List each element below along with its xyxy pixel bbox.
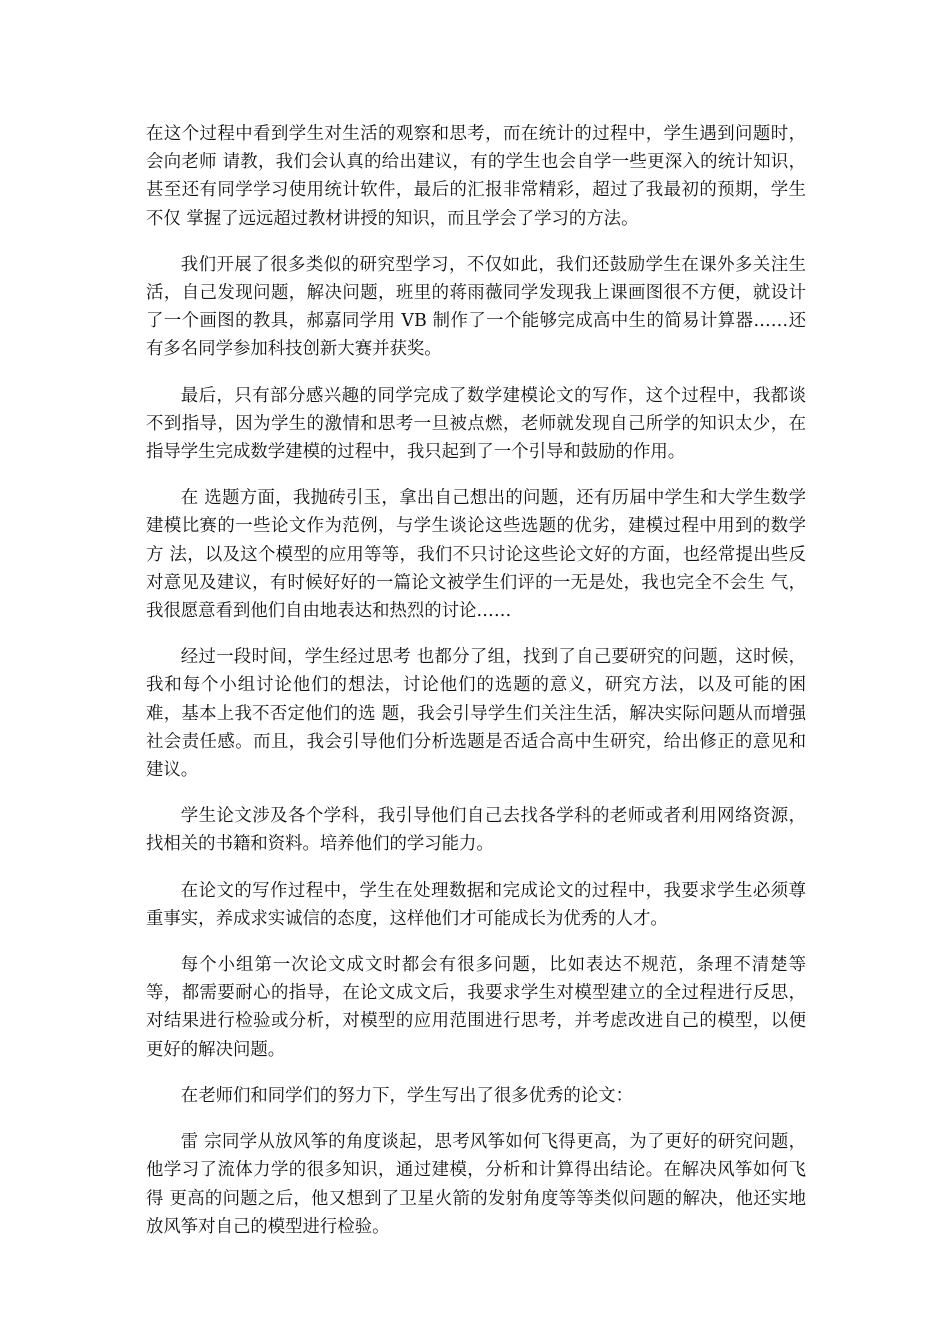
document-page <box>146 120 806 1259</box>
paragraph-3: 最后，只有部分感兴趣的同学完成了数学建模论文的写作，这个过程中，我都谈不到指导，因为学生的激情和思考一旦被点燃，老师就发现自己所学的知识太少，在指导学生完成数学建模的过程中，我只起到了一个引导和鼓励的作用。 <box>146 385 806 463</box>
paragraph-9: 在老师们和同学们的努力下，学生写出了很多优秀的论文： <box>180 1085 633 1106</box>
paragraph-4: 在 选题方面，我抛砖引玉，拿出自己想出的问题，还有历届中学生和大学生数学建模比赛的一些论文作为范例，与学生谈论这些选题的优劣，建模过程中用到的数学方 法，以及这个模型的应用等等，我们不只讨论这些论文好的方面，也经常提出些反对意见及建议，有时候好好的一篇论文被学生们评的一无是处，我也完全不会生 气，我很愿意看到他们自由地表达和热烈的讨论…… <box>146 488 806 622</box>
paragraph-1: 在这个过程中看到学生对生活的观察和思考，而在统计的过程中，学生遇到问题时，会向老师 请教，我们会认真的给出建议，有的学生也会自学一些更深入的统计知识，甚至还有同学学习使用统计软件，最后的汇报非常精彩，超过了我最初的预期，学生不仅 掌握了远远超过教材讲授的知识，而且学会了学习的方法。 <box>146 124 806 229</box>
paragraph-7: 在论文的写作过程中，学生在处理数据和完成论文的过程中，我要求学生必须尊重事实，养成求实诚信的态度，这样他们才可能成长为优秀的人才。 <box>146 880 806 929</box>
paragraph-6: 学生论文涉及各个学科，我引导他们自己去找各学科的老师或者利用网络资源，找相关的书籍和资料。培养他们的学习能力。 <box>146 806 806 855</box>
paragraph-5: 经过一段时间，学生经过思考 也都分了组，找到了自己要研究的问题，这时候，我和每个小组讨论他们的想法，讨论他们的选题的意义，研究方法，以及可能的困难，基本上我不否定他们的选 题，我会引导学生们关注生活，解决实际问题从而增强社会责任感。而且，我会引导他们分析选题是否适合高中生研究，给出修正的意见和建议。 <box>146 647 806 781</box>
paragraph-2: 我们开展了很多类似的研究型学习，不仅如此，我们还鼓励学生在课外多关注生活，自己发现问题，解决问题，班里的蒋雨薇同学发现我上课画图很不方便，就设计了一个画图的教具，郝嘉同学用 VB 制作了一个能够完成高中生的简易计算器……还有多名同学参加科技创新大赛并获奖。 <box>146 254 806 360</box>
paragraph-8: 每个小组第一次论文成文时都会有很多问题，比如表达不规范，条理不清楚等等，都需要耐心的指导，在论文成文后，我要求学生对模型建立的全过程进行反思，对结果进行检验或分析，对模型的应用范围进行思考，并考虑改进自己的模型，以便更好的解决问题。 <box>146 955 806 1060</box>
paragraph-10: 雷 宗同学从放风筝的角度谈起，思考风筝如何飞得更高，为了更好的研究问题，他学习了流体力学的很多知识，通过建模，分析和计算得出结论。在解决风筝如何飞得 更高的问题之后，他又想到了卫星火箭的发射角度等等类似问题的解决，他还实地放风筝对自己的模型进行检验。 <box>146 1132 806 1237</box>
